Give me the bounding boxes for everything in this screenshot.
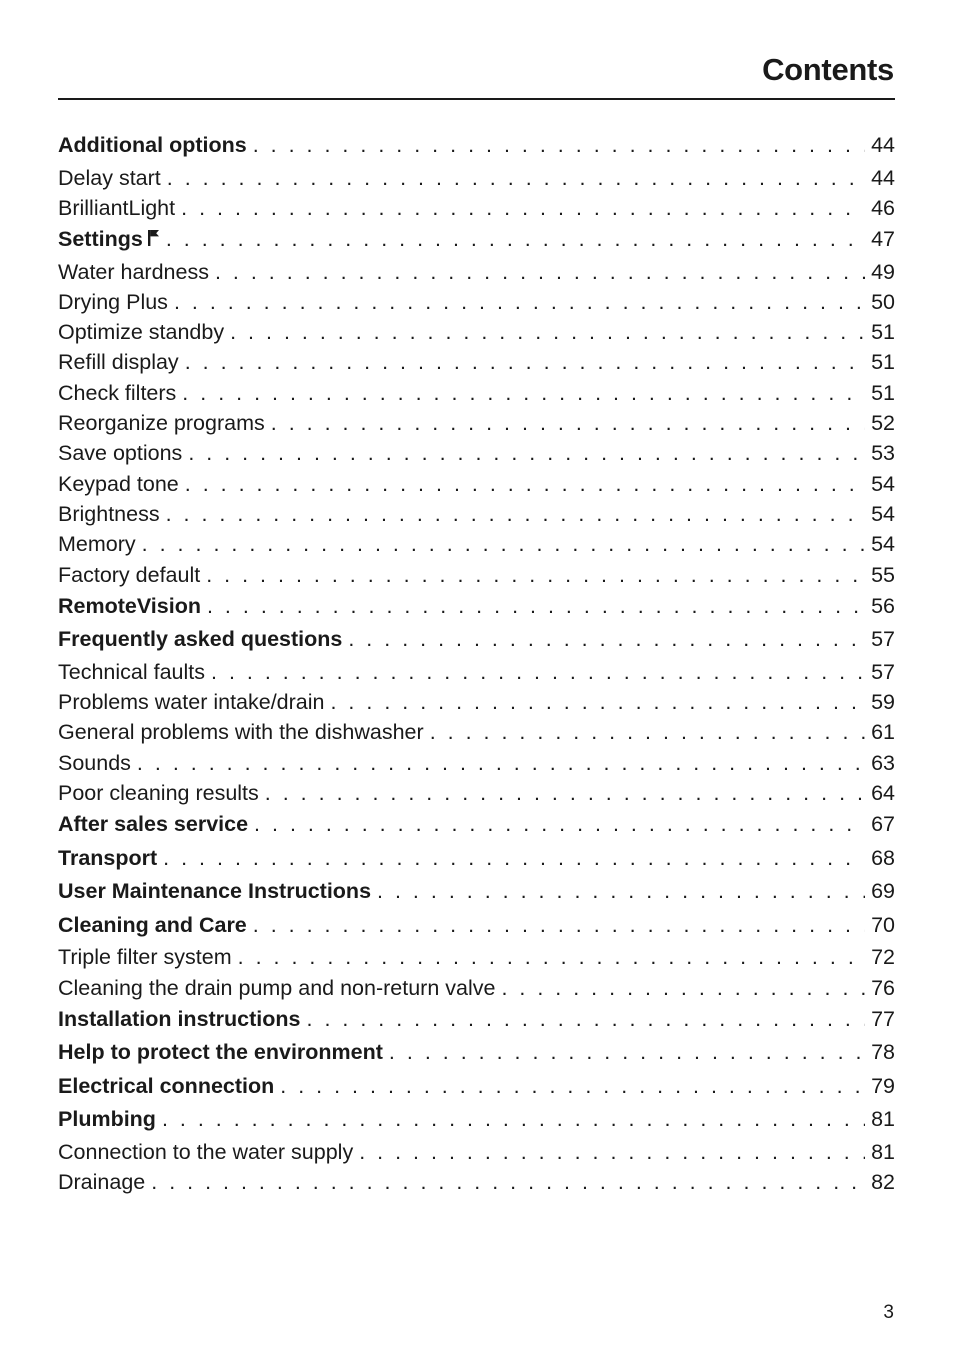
- toc-entry-page: 53: [871, 441, 895, 466]
- settings-flag-icon: [148, 224, 160, 242]
- toc-entry-label: Settings: [58, 227, 143, 252]
- toc-entry-page: 79: [871, 1073, 895, 1098]
- dot-leader: [377, 875, 865, 909]
- toc-entry-page: 63: [871, 750, 895, 775]
- toc-entry-label: After sales service: [58, 812, 249, 837]
- page-title: Contents: [762, 52, 894, 87]
- dot-leader: [253, 129, 865, 163]
- toc-entry[interactable]: [58, 1003, 895, 1037]
- toc-entry[interactable]: [58, 808, 895, 842]
- toc-entry[interactable]: [58, 590, 895, 624]
- title-divider: [58, 98, 895, 100]
- toc-entry[interactable]: [58, 223, 895, 257]
- dot-leader: [142, 529, 865, 559]
- toc-entry-label: Frequently asked questions: [58, 627, 343, 652]
- toc-entry-label: Factory default: [58, 562, 201, 587]
- dot-leader: [254, 808, 865, 842]
- toc-entry-page: 77: [871, 1006, 895, 1031]
- toc-entry-page: 81: [871, 1139, 895, 1164]
- toc-entry-label: Refill display: [58, 350, 179, 375]
- toc-entry-page: 50: [871, 289, 895, 314]
- toc-entry-page: 51: [871, 380, 895, 405]
- dot-leader: [389, 1036, 865, 1070]
- toc-entry-label: Transport: [58, 845, 158, 870]
- toc-entry-page: 61: [871, 720, 895, 745]
- toc-entry-page: 54: [871, 501, 895, 526]
- toc-entry-page: 82: [871, 1170, 895, 1195]
- toc-entry-page: 68: [871, 845, 895, 870]
- toc-entry-label: Cleaning and Care: [58, 912, 247, 937]
- toc-entry[interactable]: [58, 973, 895, 1003]
- toc-entry[interactable]: [58, 499, 895, 529]
- dot-leader: [162, 1103, 865, 1137]
- toc-entry-label: Installation instructions: [58, 1006, 301, 1031]
- dot-leader: [501, 973, 865, 1003]
- dot-leader: [166, 223, 865, 257]
- dot-leader: [181, 193, 865, 223]
- toc-entry-label: Help to protect the environment: [58, 1040, 383, 1065]
- dot-leader: [307, 1003, 866, 1037]
- dot-leader: [185, 469, 865, 499]
- dot-leader: [253, 909, 865, 943]
- dot-leader: [185, 347, 865, 377]
- toc-entry-page: 49: [871, 259, 895, 284]
- toc-entry-label: Delay start: [58, 165, 161, 190]
- toc-entry[interactable]: [58, 842, 895, 876]
- dot-leader: [174, 287, 865, 317]
- toc-entry[interactable]: [58, 129, 895, 163]
- dot-leader: [211, 657, 865, 687]
- toc-entry-page: 67: [871, 812, 895, 837]
- dot-leader: [265, 778, 865, 808]
- toc-entry-page: 47: [871, 227, 895, 252]
- dot-leader: [280, 1070, 865, 1104]
- toc-entry-label: Technical faults: [58, 659, 205, 684]
- dot-leader: [215, 257, 865, 287]
- toc-entry[interactable]: [58, 909, 895, 943]
- toc-entry-label: BrilliantLight: [58, 195, 176, 220]
- dot-leader: [163, 842, 865, 876]
- dot-leader: [271, 408, 865, 438]
- toc-entry-page: 78: [871, 1040, 895, 1065]
- toc-entry[interactable]: [58, 1036, 895, 1070]
- toc-entry-label: Optimize standby: [58, 320, 225, 345]
- toc-entry-page: 52: [871, 411, 895, 436]
- page-number: 3: [883, 1302, 894, 1323]
- toc-entry[interactable]: [58, 1070, 895, 1104]
- toc-entry-label: General problems with the dishwasher: [58, 720, 424, 745]
- toc-entry[interactable]: [58, 193, 895, 223]
- dot-leader: [359, 1137, 865, 1167]
- toc-entry-label: Poor cleaning results: [58, 781, 259, 806]
- toc-entry[interactable]: [58, 317, 895, 347]
- toc-entry-page: 46: [871, 195, 895, 220]
- dot-leader: [430, 717, 865, 747]
- toc-entry[interactable]: [58, 560, 895, 590]
- toc-entry[interactable]: [58, 748, 895, 778]
- toc-entry[interactable]: [58, 687, 895, 717]
- dot-leader: [207, 590, 865, 624]
- toc-entry[interactable]: [58, 469, 895, 499]
- toc-entry-label: Check filters: [58, 380, 177, 405]
- toc-entry-page: 69: [871, 879, 895, 904]
- toc-entry-label: Drainage: [58, 1170, 146, 1195]
- toc-entry-page: 81: [871, 1107, 895, 1132]
- toc-entry-label: Water hardness: [58, 259, 209, 284]
- toc-entry-label: Additional options: [58, 133, 247, 157]
- dot-leader: [206, 560, 865, 590]
- toc-entry-label: Brightness: [58, 501, 160, 526]
- toc-entry-page: 54: [871, 471, 895, 496]
- toc-entry-label: Connection to the water supply: [58, 1139, 354, 1164]
- toc-entry-page: 57: [871, 627, 895, 652]
- dot-leader: [238, 942, 865, 972]
- toc-entry-label: Electrical connection: [58, 1073, 275, 1098]
- toc-entry-page: 56: [871, 593, 895, 618]
- toc-entry[interactable]: [58, 1103, 895, 1137]
- toc-entry[interactable]: [58, 438, 895, 468]
- toc-entry[interactable]: [58, 408, 895, 438]
- toc-entry-page: 64: [871, 781, 895, 806]
- toc-entry[interactable]: [58, 778, 895, 808]
- toc-entry-label: Sounds: [58, 750, 131, 775]
- toc-entry-label: Memory: [58, 532, 136, 557]
- toc-entry-label: User Maintenance Instructions: [58, 879, 372, 904]
- toc-entry-page: 51: [871, 350, 895, 375]
- dot-leader: [151, 1167, 865, 1197]
- dot-leader: [330, 687, 865, 717]
- dot-leader: [230, 317, 865, 347]
- toc-entry[interactable]: [58, 875, 895, 909]
- toc-entry-page: 44: [871, 165, 895, 190]
- toc-entry-label: Reorganize programs: [58, 411, 265, 436]
- dot-leader: [167, 163, 865, 193]
- toc-entry-label: Cleaning the drain pump and non-return valve: [58, 975, 496, 1000]
- toc-entry[interactable]: [58, 347, 895, 377]
- dot-leader: [182, 378, 865, 408]
- toc-entry-label: Save options: [58, 441, 183, 466]
- toc-entry-label: Problems water intake/drain: [58, 690, 325, 715]
- toc-entry-page: 57: [871, 659, 895, 684]
- toc-entry-page: 76: [871, 975, 895, 1000]
- toc-entry[interactable]: [58, 287, 895, 317]
- toc-entry[interactable]: [58, 378, 895, 408]
- toc-entry-label: Keypad tone: [58, 471, 179, 496]
- dot-leader: [137, 748, 865, 778]
- toc-entry-page: 51: [871, 320, 895, 345]
- toc-entry-page: 44: [871, 133, 895, 157]
- toc-entry-label: RemoteVision: [58, 593, 201, 618]
- toc-entry[interactable]: [58, 942, 895, 972]
- dot-leader: [348, 623, 865, 657]
- dot-leader: [166, 499, 865, 529]
- toc-entry-page: 72: [871, 945, 895, 970]
- toc-entry-label: Triple filter system: [58, 945, 232, 970]
- table-of-contents: [58, 129, 895, 1198]
- toc-entry[interactable]: [58, 623, 895, 657]
- toc-entry-page: 59: [871, 690, 895, 715]
- toc-entry-label: Drying Plus: [58, 289, 168, 314]
- toc-entry[interactable]: [58, 1167, 895, 1197]
- toc-entry-page: 70: [871, 912, 895, 937]
- toc-entry-page: 55: [871, 562, 895, 587]
- toc-entry[interactable]: [58, 529, 895, 559]
- toc-entry-page: 54: [871, 532, 895, 557]
- dot-leader: [188, 438, 865, 468]
- toc-entry[interactable]: [58, 257, 895, 287]
- toc-entry[interactable]: [58, 717, 895, 747]
- toc-entry[interactable]: [58, 1137, 895, 1167]
- toc-entry[interactable]: [58, 657, 895, 687]
- toc-entry[interactable]: [58, 163, 895, 193]
- toc-entry-label: Plumbing: [58, 1107, 156, 1132]
